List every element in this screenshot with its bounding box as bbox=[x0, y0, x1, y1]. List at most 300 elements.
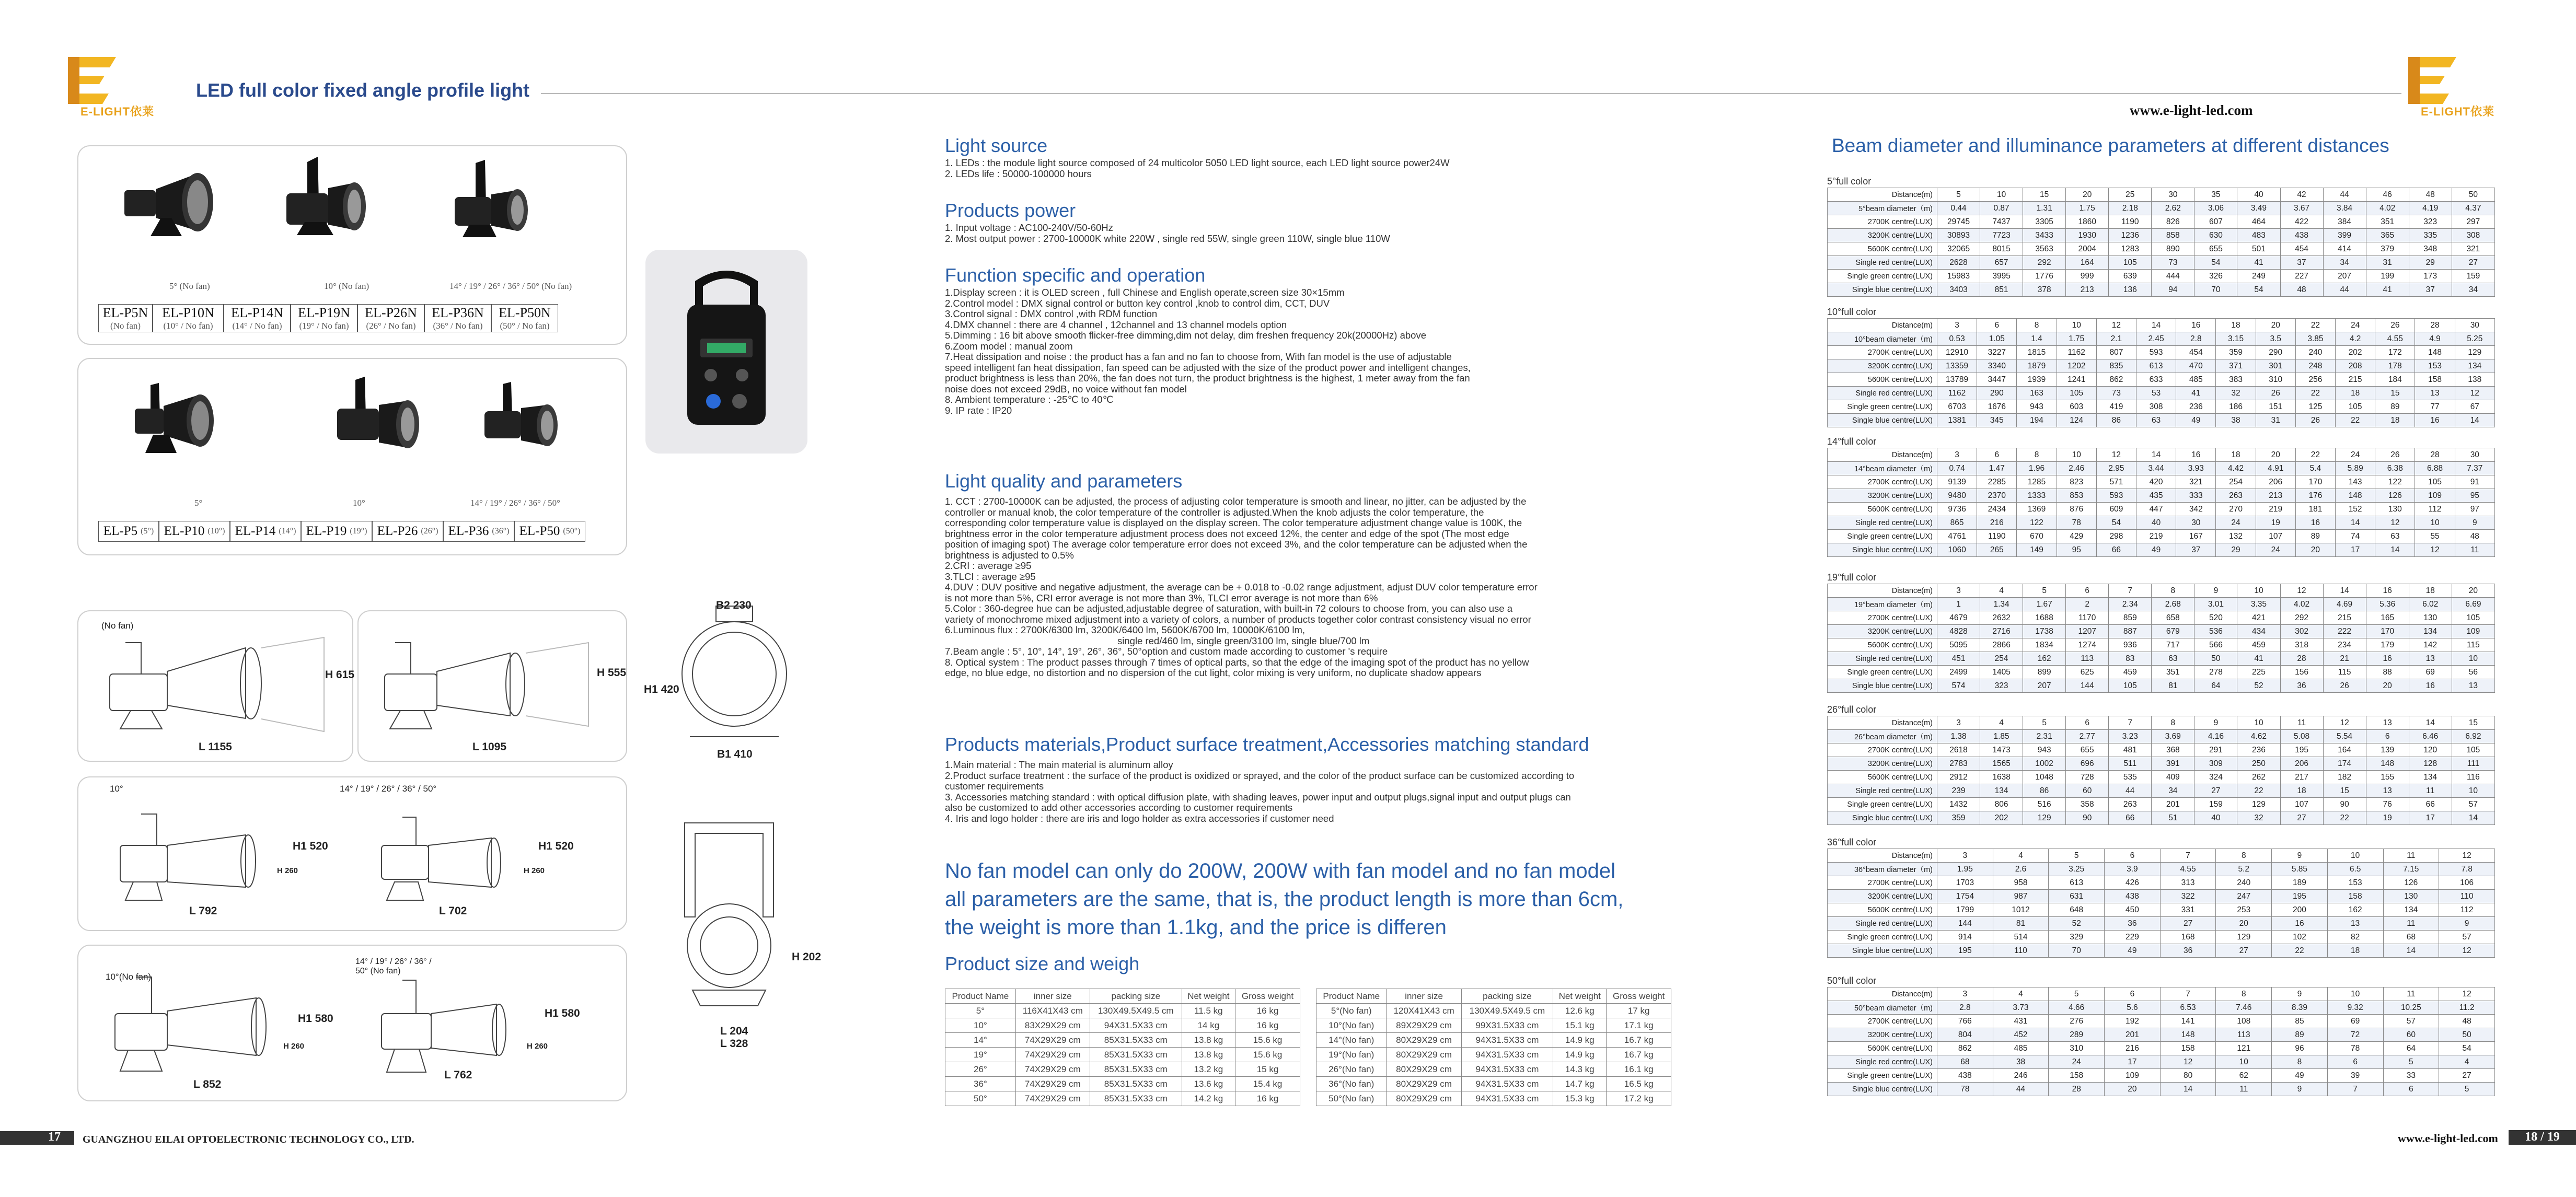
dim-h: H 260 bbox=[283, 1042, 305, 1051]
size-table-no-fan bbox=[1316, 989, 1671, 1106]
table-cell: 10 bbox=[2057, 319, 2096, 332]
table-row bbox=[1828, 730, 2495, 743]
table-cell: 74X29X29 cm bbox=[1015, 1048, 1090, 1062]
table-cell: 454 bbox=[2176, 346, 2216, 359]
table-cell: 434 bbox=[2237, 625, 2280, 638]
table-cell: 0.87 bbox=[1980, 202, 2023, 215]
beam-group bbox=[1827, 974, 2495, 1096]
table-cell: 40 bbox=[2194, 811, 2237, 825]
table-row bbox=[1828, 757, 2495, 771]
table-cell: 3227 bbox=[1977, 346, 2017, 359]
model-cell[interactable]: EL-P26 (26°) bbox=[372, 521, 443, 542]
table-cell: 302 bbox=[2280, 625, 2323, 638]
table-cell: 4761 bbox=[1937, 530, 1977, 543]
table-cell: 2700K centre(LUX) bbox=[1828, 611, 1937, 625]
table-cell: 4 bbox=[1993, 987, 2049, 1001]
table-row bbox=[1316, 1033, 1671, 1048]
table-cell: 41 bbox=[2237, 256, 2280, 270]
yoke-drawing-icon bbox=[664, 812, 794, 1042]
table-cell: 14°(No fan) bbox=[1316, 1033, 1387, 1048]
table-cell: 66 bbox=[2109, 811, 2152, 825]
table-cell: 26°beam diameter（m) bbox=[1828, 730, 1937, 743]
model-cell[interactable]: EL-P10N (10° / No fan) bbox=[153, 304, 224, 332]
table-cell: 14 bbox=[2452, 811, 2494, 825]
table-cell: 134 bbox=[2455, 359, 2494, 373]
table-cell: 263 bbox=[2109, 798, 2152, 811]
table-cell: 11 bbox=[2383, 849, 2439, 863]
table-cell: 28 bbox=[2415, 448, 2455, 462]
table-cell: 0.74 bbox=[1937, 462, 1977, 475]
table-cell: 11 bbox=[2216, 1083, 2272, 1096]
table-cell: 9 bbox=[2439, 917, 2495, 931]
table-cell: 97 bbox=[2455, 503, 2494, 516]
table-cell: 44 bbox=[2109, 784, 2152, 798]
table-cell: 51 bbox=[2152, 811, 2194, 825]
table-cell: 1754 bbox=[1937, 890, 1993, 903]
table-cell: 109 bbox=[2415, 489, 2455, 503]
beam-table bbox=[1827, 849, 2495, 958]
table-cell: 1676 bbox=[1977, 400, 2017, 414]
table-cell: 27 bbox=[2160, 917, 2216, 931]
table-cell: 81 bbox=[2152, 679, 2194, 693]
table-cell: Single green centre(LUX) bbox=[1828, 931, 1937, 944]
model-cell[interactable]: EL-P36 (36°) bbox=[443, 521, 514, 542]
table-cell: 1.75 bbox=[2057, 332, 2096, 346]
table-cell: 3433 bbox=[2023, 229, 2066, 242]
table-cell: 26 bbox=[2295, 414, 2335, 427]
model-cell[interactable]: EL-P14N (14° / No fan) bbox=[224, 304, 291, 332]
table-cell: 943 bbox=[2023, 743, 2066, 757]
table-cell: 6.5 bbox=[2327, 863, 2383, 876]
table-cell: 18 bbox=[2375, 414, 2415, 427]
table-cell: 200 bbox=[2272, 903, 2328, 917]
table-cell: 207 bbox=[2323, 270, 2366, 283]
table-row bbox=[1828, 625, 2495, 638]
table-cell: 323 bbox=[1980, 679, 2023, 693]
table-cell: 5° bbox=[945, 1004, 1016, 1018]
table-row bbox=[1828, 400, 2495, 414]
table-cell: 348 bbox=[2409, 242, 2452, 256]
table-cell: 30 bbox=[2455, 319, 2494, 332]
table-cell: Single blue centre(LUX) bbox=[1828, 1083, 1937, 1096]
model-cell[interactable]: EL-P14 (14°) bbox=[230, 521, 301, 542]
table-cell: 26° bbox=[945, 1062, 1016, 1077]
table-cell: 3403 bbox=[1937, 283, 1980, 297]
table-row bbox=[1828, 256, 2495, 270]
table-cell: 899 bbox=[2023, 666, 2066, 679]
table-cell: 213 bbox=[2066, 283, 2109, 297]
table-cell: 41 bbox=[2366, 283, 2409, 297]
table-cell: 3200K centre(LUX) bbox=[1828, 489, 1937, 503]
lamp-14-50deg-fan-icon bbox=[477, 381, 571, 459]
table-cell: 323 bbox=[2409, 215, 2452, 229]
table-cell: 435 bbox=[2136, 489, 2176, 503]
table-row bbox=[945, 1048, 1300, 1062]
table-cell: 68 bbox=[1937, 1055, 1993, 1069]
table-cell: 66 bbox=[2409, 798, 2452, 811]
beam-group-label: 19°full color bbox=[1827, 572, 1877, 583]
table-cell: 7.8 bbox=[2439, 863, 2495, 876]
table-cell: 501 bbox=[2237, 242, 2280, 256]
table-row bbox=[1828, 931, 2495, 944]
table-cell: 2700K centre(LUX) bbox=[1828, 475, 1937, 489]
table-cell: 342 bbox=[2176, 503, 2216, 516]
function-text: 1.Display screen : it is OLED screen , full Chinese and English operate,screen size 30×15mm 2.Control model : DMX signal control or button key control ,knob to control dim, CCT, DUV 3.Control signal : DMX control ,with RDM function 4.DMX channel : there are 4 channel , 12channel and 13 channel models option 5.Dimming : 16 bit above smooth flicker-free dimming,dim not delay, dim freshen frequency 20k(20000Hz) above 6.Zoom model : manual zoom 7.Heat dissipation and noise : the product has a fan and no fan to choose from, With fan model is the use of adjustable speed intelligent fan heat dissipation, fan speed can be adjusted with the size of the product power and intelligent changes, product brightness is less than 20%, the fan does not turn, the product brightness is the highest, 1 meter away from the fan noise does not exceed 29dB, no voice without fan model 8. Ambient temperature : -25℃ to 40℃ 9. IP rate : IP20 bbox=[945, 287, 1471, 416]
table-cell: Single red centre(LUX) bbox=[1828, 652, 1937, 666]
beam-table bbox=[1827, 188, 2495, 297]
table-cell: 11.5 kg bbox=[1182, 1004, 1235, 1018]
table-cell: 593 bbox=[2136, 346, 2176, 359]
table-row bbox=[1828, 876, 2495, 890]
table-cell: 70 bbox=[2049, 944, 2105, 958]
table-cell: 144 bbox=[1937, 917, 1993, 931]
table-cell: 14.9 kg bbox=[1553, 1033, 1607, 1048]
table-cell: 511 bbox=[2109, 757, 2152, 771]
table-cell: 143 bbox=[2336, 475, 2375, 489]
table-cell: 116X41X43 cm bbox=[1015, 1004, 1090, 1018]
dim-l: L 1155 bbox=[199, 741, 232, 753]
table-row bbox=[1828, 503, 2495, 516]
table-cell: 33 bbox=[2383, 1069, 2439, 1083]
table-cell: 27 bbox=[2216, 944, 2272, 958]
table-header-row: Product Name inner size packing size Net weight Gross weight bbox=[1316, 989, 1671, 1004]
table-cell: 444 bbox=[2152, 270, 2194, 283]
company-name: GUANGZHOU EILAI OPTOELECTRONIC TECHNOLOGY CO., LTD. bbox=[83, 1134, 414, 1145]
table-cell: 3200K centre(LUX) bbox=[1828, 1028, 1937, 1042]
heading-materials: Products materials,Product surface treatment,Accessories matching standard bbox=[945, 734, 1589, 755]
table-cell: 163 bbox=[2017, 387, 2057, 400]
table-cell: 8 bbox=[2216, 849, 2272, 863]
table-cell: 535 bbox=[2109, 771, 2152, 784]
table-cell: 862 bbox=[1937, 1042, 1993, 1055]
table-cell: 202 bbox=[1980, 811, 2023, 825]
table-cell: 60 bbox=[2383, 1028, 2439, 1042]
table-cell: 3 bbox=[1937, 319, 1977, 332]
note-no-fan: (No fan) bbox=[101, 621, 134, 631]
table-cell: 172 bbox=[2375, 346, 2415, 359]
table-cell: 73 bbox=[2152, 256, 2194, 270]
table-cell: 1274 bbox=[2066, 638, 2109, 652]
table-cell: 184 bbox=[2375, 373, 2415, 387]
table-cell: 225 bbox=[2237, 666, 2280, 679]
table-cell: 1283 bbox=[2109, 242, 2152, 256]
table-cell: 82 bbox=[2327, 931, 2383, 944]
table-cell: 14 bbox=[2409, 716, 2452, 730]
table-cell: 215 bbox=[2336, 373, 2375, 387]
model-cell[interactable]: EL-P36N (36° / No fan) bbox=[424, 304, 491, 332]
table-cell: 52 bbox=[2049, 917, 2105, 931]
beam-group-label: 36°full color bbox=[1827, 837, 1877, 847]
table-cell: 536 bbox=[2194, 625, 2237, 638]
table-cell: 324 bbox=[2194, 771, 2237, 784]
table-cell: 262 bbox=[2237, 771, 2280, 784]
table-cell: 9 bbox=[2194, 716, 2237, 730]
table-row bbox=[1828, 283, 2495, 297]
table-cell: 630 bbox=[2194, 229, 2237, 242]
table-cell: 66 bbox=[2096, 543, 2136, 557]
table-cell: 20 bbox=[2452, 584, 2494, 598]
table-cell: 62 bbox=[2216, 1069, 2272, 1083]
table-row bbox=[1828, 516, 2495, 530]
table-cell: 1879 bbox=[2017, 359, 2057, 373]
table-cell: 128 bbox=[2409, 757, 2452, 771]
table-cell: 24 bbox=[2049, 1055, 2105, 1069]
table-cell: 1473 bbox=[1980, 743, 2023, 757]
table-cell: 365 bbox=[2366, 229, 2409, 242]
dim-h: H 260 bbox=[527, 1042, 548, 1051]
table-cell: 321 bbox=[2452, 242, 2494, 256]
table-cell: 74X29X29 cm bbox=[1015, 1077, 1090, 1091]
table-cell: Single red centre(LUX) bbox=[1828, 784, 1937, 798]
table-cell: 112 bbox=[2415, 503, 2455, 516]
table-cell: 36°beam diameter（m) bbox=[1828, 863, 1937, 876]
model-cell[interactable]: EL-P5N (No fan) bbox=[98, 304, 153, 332]
model-cell[interactable]: EL-P26N (26° / No fan) bbox=[357, 304, 424, 332]
table-cell: 152 bbox=[2336, 503, 2375, 516]
table-cell: 34 bbox=[2323, 256, 2366, 270]
table-cell: 7.15 bbox=[2383, 863, 2439, 876]
table-cell: 5600K centre(LUX) bbox=[1828, 503, 1937, 516]
table-cell: 130X49.5X49.5 cm bbox=[1461, 1004, 1553, 1018]
model-cell[interactable]: EL-P10 (10°) bbox=[159, 521, 230, 542]
table-cell: 111 bbox=[2452, 757, 2494, 771]
lamp-10deg-icon bbox=[276, 152, 375, 246]
table-row bbox=[1316, 1077, 1671, 1091]
table-cell: 162 bbox=[2023, 652, 2066, 666]
table-cell: 6 bbox=[2066, 584, 2109, 598]
table-cell: 3.15 bbox=[2216, 332, 2256, 346]
table-cell: Single green centre(LUX) bbox=[1828, 666, 1937, 679]
table-cell: 1.38 bbox=[1937, 730, 1980, 743]
side-drawing-icon bbox=[110, 804, 287, 908]
beam-group-label: 14°full color bbox=[1827, 436, 1877, 447]
table-cell: 132 bbox=[2216, 530, 2256, 543]
table-row bbox=[945, 1062, 1300, 1077]
table-cell: 4.2 bbox=[2336, 332, 2375, 346]
table-cell: 5600K centre(LUX) bbox=[1828, 1042, 1937, 1055]
table-cell: 378 bbox=[2023, 283, 2066, 297]
table-cell: 4.55 bbox=[2375, 332, 2415, 346]
table-cell: 4.66 bbox=[2049, 1001, 2105, 1015]
table-cell: 89X29X29 cm bbox=[1387, 1018, 1461, 1033]
table-cell: 0.44 bbox=[1937, 202, 1980, 215]
table-row bbox=[1828, 1083, 2495, 1096]
dim-l: L 1095 bbox=[472, 741, 506, 753]
table-cell: 310 bbox=[2049, 1042, 2105, 1055]
table-cell: 11 bbox=[2455, 543, 2494, 557]
model-cell[interactable]: EL-P50N (50° / No fan) bbox=[491, 304, 558, 332]
table-cell: 215 bbox=[2323, 611, 2366, 625]
table-cell: 13.8 kg bbox=[1182, 1048, 1235, 1062]
table-row bbox=[1828, 414, 2495, 427]
table-cell: 17 bbox=[2409, 811, 2452, 825]
table-cell: 36° bbox=[945, 1077, 1016, 1091]
table-cell: 1241 bbox=[2057, 373, 2096, 387]
table-cell: 8015 bbox=[1980, 242, 2023, 256]
table-cell: 50 bbox=[2439, 1028, 2495, 1042]
beam-group bbox=[1827, 306, 2495, 427]
table-cell: 426 bbox=[2105, 876, 2161, 890]
table-cell: 9139 bbox=[1937, 475, 1977, 489]
table-cell: 5.89 bbox=[2336, 462, 2375, 475]
table-cell: 2434 bbox=[1977, 503, 2017, 516]
table-cell: 186 bbox=[2216, 400, 2256, 414]
table-cell: 164 bbox=[2323, 743, 2366, 757]
table-cell: 77 bbox=[2415, 400, 2455, 414]
table-cell: 4.55 bbox=[2160, 863, 2216, 876]
table-cell: 859 bbox=[2109, 611, 2152, 625]
table-cell: 113 bbox=[2066, 652, 2109, 666]
light-source-text: 1. LEDs : the module light source composed of 24 multicolor 5050 LED light source, each LED light source power24W 2. LEDs life : 50000-100000 hours bbox=[945, 157, 1450, 179]
table-cell: 26 bbox=[2256, 387, 2295, 400]
table-row bbox=[1828, 1055, 2495, 1069]
table-cell: 16 bbox=[2272, 917, 2328, 931]
table-cell: 41 bbox=[2176, 387, 2216, 400]
table-cell: 49 bbox=[2272, 1069, 2328, 1083]
table-cell: 3305 bbox=[2023, 215, 2066, 229]
table-cell: 68 bbox=[2383, 931, 2439, 944]
dim-l: L 762 bbox=[444, 1069, 472, 1081]
table-cell: 95 bbox=[2455, 489, 2494, 503]
table-cell: 207 bbox=[2023, 679, 2066, 693]
table-cell: 3.85 bbox=[2295, 332, 2335, 346]
table-cell: 6 bbox=[2105, 987, 2161, 1001]
table-cell: 109 bbox=[2452, 625, 2494, 638]
table-cell: 1776 bbox=[2023, 270, 2066, 283]
website-footer[interactable]: www.e-light-led.com bbox=[2398, 1132, 2498, 1145]
product-panel-fan bbox=[77, 358, 627, 555]
table-cell: 1860 bbox=[2066, 215, 2109, 229]
table-row bbox=[1828, 666, 2495, 679]
table-cell: 5600K centre(LUX) bbox=[1828, 903, 1937, 917]
table-cell: 3200K centre(LUX) bbox=[1828, 757, 1937, 771]
beam-table bbox=[1827, 584, 2495, 693]
table-cell: 85X31.5X33 cm bbox=[1090, 1033, 1182, 1048]
lamp-10deg-fan-icon bbox=[329, 375, 429, 458]
table-row bbox=[1316, 1048, 1671, 1062]
table-cell: 22 bbox=[2323, 811, 2366, 825]
table-cell: 876 bbox=[2057, 503, 2096, 516]
table-cell: 216 bbox=[2105, 1042, 2161, 1055]
table-cell: 15.6 kg bbox=[1235, 1033, 1300, 1048]
heading-size: Product size and weigh bbox=[945, 953, 1140, 974]
table-cell: 78 bbox=[2057, 516, 2096, 530]
table-cell: Single blue centre(LUX) bbox=[1828, 944, 1937, 958]
dim-b1: B1 410 bbox=[717, 748, 753, 760]
table-cell: 4.42 bbox=[2216, 462, 2256, 475]
table-cell: Single blue centre(LUX) bbox=[1828, 414, 1937, 427]
model-cell[interactable]: EL-P5 (5°) bbox=[98, 521, 159, 542]
table-cell: 5600K centre(LUX) bbox=[1828, 771, 1937, 784]
table-cell: 470 bbox=[2176, 359, 2216, 373]
table-cell: 99X31.5X33 cm bbox=[1461, 1018, 1553, 1033]
table-header-row: Product Name inner size packing size Net weight Gross weight bbox=[945, 989, 1300, 1004]
table-cell: Distance(m) bbox=[1828, 987, 1937, 1001]
beam-group bbox=[1827, 571, 2495, 693]
table-cell: 134 bbox=[2409, 771, 2452, 784]
table-cell: 199 bbox=[2366, 270, 2409, 283]
table-cell: 6 bbox=[2066, 716, 2109, 730]
table-cell: 18 bbox=[2336, 387, 2375, 400]
table-cell: 13789 bbox=[1937, 373, 1977, 387]
table-cell: 80X29X29 cm bbox=[1387, 1033, 1461, 1048]
table-cell: 11 bbox=[2383, 987, 2439, 1001]
table-cell: 19°beam diameter（m) bbox=[1828, 598, 1937, 611]
model-cell[interactable]: EL-P19 (19°) bbox=[301, 521, 372, 542]
table-cell: 88 bbox=[2366, 666, 2409, 679]
table-cell: 3200K centre(LUX) bbox=[1828, 625, 1937, 638]
table-cell: 3.93 bbox=[2176, 462, 2216, 475]
table-cell: 15 bbox=[2375, 387, 2415, 400]
table-cell: 2866 bbox=[1980, 638, 2023, 652]
table-cell: 201 bbox=[2105, 1028, 2161, 1042]
table-cell: 15.6 kg bbox=[1235, 1048, 1300, 1062]
table-cell: 14 bbox=[2455, 414, 2494, 427]
caption-14-50deg: 14° / 19° / 26° / 36° / 50° (No fan) bbox=[449, 281, 572, 291]
table-cell: 248 bbox=[2295, 359, 2335, 373]
table-cell: 129 bbox=[2216, 931, 2272, 944]
table-cell: 219 bbox=[2136, 530, 2176, 543]
table-cell: 514 bbox=[1993, 931, 2049, 944]
table-cell: 804 bbox=[1937, 1028, 1993, 1042]
table-cell: 11 bbox=[2409, 784, 2452, 798]
table-cell: 192 bbox=[2105, 1015, 2161, 1028]
table-cell: 887 bbox=[2109, 625, 2152, 638]
table-cell: 17 kg bbox=[1607, 1004, 1671, 1018]
rear-panel-icon bbox=[645, 250, 807, 454]
table-cell: 48 bbox=[2409, 188, 2452, 202]
table-cell: 20 bbox=[2295, 543, 2335, 557]
table-row bbox=[1828, 598, 2495, 611]
table-cell: 108 bbox=[2216, 1015, 2272, 1028]
table-cell: 5.2 bbox=[2216, 863, 2272, 876]
table-cell: 4679 bbox=[1937, 611, 1980, 625]
table-cell: 116 bbox=[2452, 771, 2494, 784]
table-cell: 6.69 bbox=[2452, 598, 2494, 611]
table-cell: 16.1 kg bbox=[1607, 1062, 1671, 1077]
table-cell: 10 bbox=[2216, 1055, 2272, 1069]
table-cell: 34 bbox=[2152, 784, 2194, 798]
quality-text: 1. CCT : 2700-10000K can be adjusted, the process of adjusting color temperature is smooth and linear, no jitter, can be adjusted by the controller or manual knob, the color temperature of the controller is adjusted.When the knob adjusts the color temperature, the corresponding color temperature value is displayed on the display screen. The color temperature adjustment change value is 100K, the brightness error in the color temperature adjustment process does not exceed 12%, the center and edge of the spot (The most edge position of imaging spot) The average color temperature error does not exceed 3%, and the color temperature can be adjusted when the brightness is adjusted to 0.5% 2.CRI : average ≥95 3.TLCI : average ≥95 4.DUV : DUV positive and negative adjustment, the average can be + 0.018 to -0.02 range adjustment, adjust DUV color temperature error is not more than 5%, CRI error average is not more than 3%, TLCI error average is not more than 6% 5.Color : 360-degree hue can be adjusted,adjustable degree of saturation, with built-in 72 colours to choose from, you can also use a variety of monochrome mixed adjustment into a variety of colors, a number of products together color contrast consistency visual no error 6.Luminous flux : 2700K/6300 lm, 3200K/6400 lm, 5600K/6700 lm, 10000K/6100 lm, single red/460 lm, single green/3100 lm, single blue/700 lm 7.Beam angle : 5°, 10°, 14°, 19°, 26°, 36°, 50°option and custom made according to customer 's require 8. Optical system : The product passes through 7 times of optical parts, so that the edge of the imaging spot of the product has no yellow edge, no blue edge, no distortion and no dispersion of the cut light, color mixing is very uniform, no duplicate shadow appears bbox=[945, 496, 1538, 678]
beam-group-label: 5°full color bbox=[1827, 176, 1872, 187]
table-cell: 3 bbox=[1937, 716, 1980, 730]
table-cell: 10° bbox=[945, 1018, 1016, 1033]
table-cell: Single blue centre(LUX) bbox=[1828, 283, 1937, 297]
model-cell[interactable]: EL-P50 (50°) bbox=[514, 521, 585, 542]
table-cell: 24 bbox=[2216, 516, 2256, 530]
table-cell: 890 bbox=[2152, 242, 2194, 256]
table-cell: 807 bbox=[2096, 346, 2136, 359]
model-cell[interactable]: EL-P19N (19° / No fan) bbox=[291, 304, 357, 332]
table-cell: 292 bbox=[2023, 256, 2066, 270]
table-row bbox=[1828, 543, 2495, 557]
table-cell: 4.9 bbox=[2415, 332, 2455, 346]
table-cell: 60 bbox=[2066, 784, 2109, 798]
table-cell: 516 bbox=[2023, 798, 2066, 811]
table-cell: 24 bbox=[2256, 543, 2295, 557]
brand-logo-left bbox=[59, 50, 194, 118]
table-cell: 655 bbox=[2066, 743, 2109, 757]
logo-text: E-LIGHT依莱 bbox=[2421, 105, 2494, 118]
table-cell: 431 bbox=[1993, 1015, 2049, 1028]
table-cell: 194 bbox=[2017, 414, 2057, 427]
table-cell: 26 bbox=[2323, 679, 2366, 693]
table-cell: 216 bbox=[1977, 516, 2017, 530]
drawing-panel-3 bbox=[77, 776, 627, 931]
table-cell: 483 bbox=[2237, 229, 2280, 242]
website-header[interactable]: www.e-light-led.com bbox=[2130, 102, 2253, 118]
table-cell: 247 bbox=[2216, 890, 2272, 903]
